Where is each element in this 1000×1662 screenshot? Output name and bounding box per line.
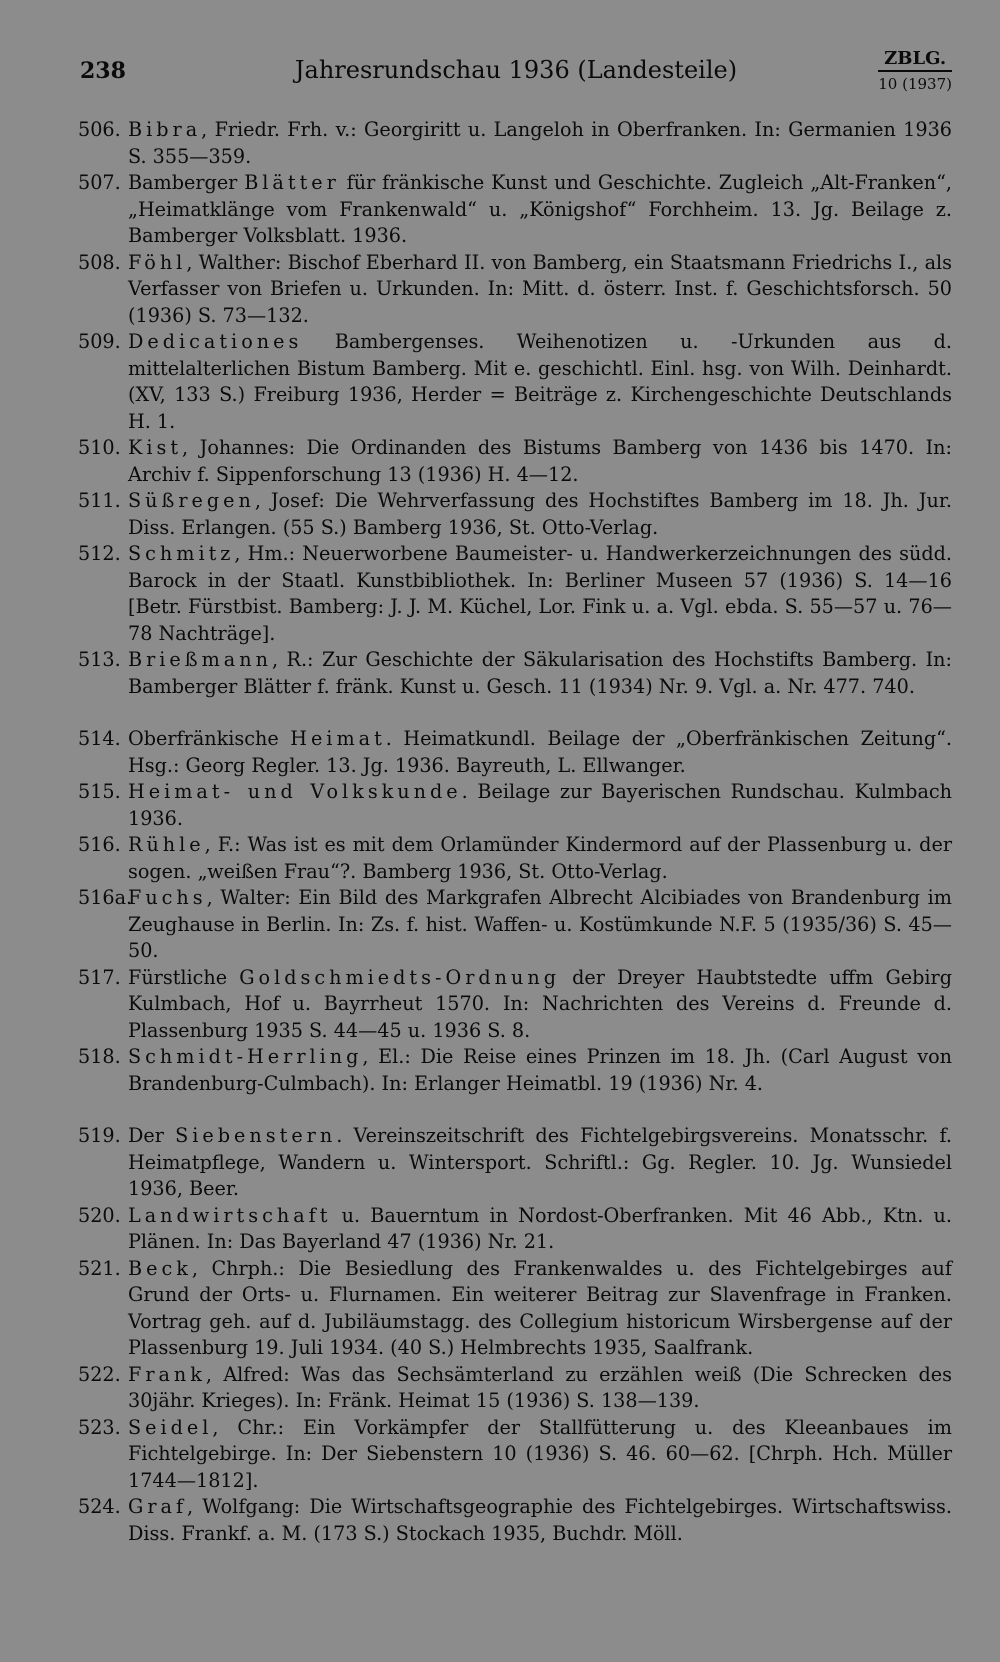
entry-keyword: Rühle [128, 833, 205, 856]
bibliography-entry [78, 965, 952, 1045]
entry-keyword: Heimat [290, 727, 386, 750]
entry-text [128, 1124, 952, 1200]
entry-keyword: Blätter [244, 171, 340, 194]
entry-citation: , Hm.: Neuerworbene Baumeister- u. Handwerkerzeichnungen des südd. Barock in der Staatl. Kunstbibliothek. In: Berliner Museen 57 (1936) S. 14—16 [Betr. Fürstbist. Bamberg: J. J. M. Küchel, Lor. Fink u. a. Vgl. ebda. S. 55—57 u. 76—78 Nachträge]. [128, 542, 952, 645]
entry-number: 524. [78, 1495, 121, 1518]
entry-text [128, 1045, 952, 1095]
bibliography-entry [78, 170, 952, 250]
bibliography-entry [78, 541, 952, 647]
entry-citation: , Wolfgang: Die Wirtschaftsgeographie des Fichtelgebirges. Wirtschaftswiss. Diss. Frankf. a. M. (173 S.) Stockach 1935, Buchdr. Möll. [128, 1495, 952, 1545]
bibliography-entry [78, 329, 952, 435]
entry-citation: . Vereinszeitschrift des Fichtelgebirgsvereins. Monatsschr. f. Heimatpflege, Wandern u. Wintersport. Schriftl.: Gg. Regler. 10. Jg. Wunsiedel 1936, Beer. [128, 1124, 952, 1200]
page-number: 238 [80, 58, 126, 84]
running-title: Jahresrundschau 1936 (Landesteile) [294, 56, 738, 84]
entry-lead: Oberfränkische [128, 727, 291, 750]
journal-abbreviation: ZBLG. [878, 50, 952, 72]
entry-text [128, 118, 952, 168]
entry-number: 515. [78, 780, 121, 803]
journal-volume: 10 (1937) [878, 75, 952, 93]
entry-number: 522. [78, 1362, 121, 1386]
bibliography-entry [78, 1362, 952, 1415]
entry-citation: , Walther: Bischof Eberhard II. von Bamberg, ein Staatsmann Friedrichs I., als Verfasser von Briefen u. Urkunden. In: Mitt. d. österr. Inst. f. Geschichtsforsch. 50 (1936) S. 73—132. [128, 250, 952, 327]
entry-citation: für fränkische Kunst und Geschichte. Zugleich „Alt-Franken“, „Heimatklänge vom Frankenwald“ u. „Königshof“ Forchheim. 13. Jg. Beilage z. Bamberger Volksblatt. 1936. [128, 171, 952, 247]
entry-keyword: Fuchs [128, 886, 207, 909]
entry-text [128, 436, 952, 486]
entry-keyword: Frank [128, 1362, 206, 1386]
entry-number: 519. [78, 1124, 121, 1147]
entry-keyword: Schmitz [128, 542, 235, 565]
bibliography-entry [78, 1044, 952, 1097]
entry-keyword: Föhl [128, 250, 187, 274]
entry-text [128, 1257, 952, 1360]
entry-citation: , Josef: Die Wehrverfassung des Hochstiftes Bamberg im 18. Jh. Jur. Diss. Erlangen. (55 S.) Bamberg 1936, St. Otto-Verlag. [128, 489, 952, 539]
entry-citation: u. Bauerntum in Nordost-Oberfranken. Mit 46 Abb., Ktn. u. Plänen. In: Das Bayerland 47 (1936) Nr. 21. [128, 1203, 952, 1253]
entry-keyword: Brießmann [128, 648, 272, 671]
entry-number: 511. [78, 489, 121, 512]
bibliography-entry [78, 488, 952, 541]
entry-keyword: Kist [128, 436, 183, 459]
entry-keyword: Seidel [128, 1415, 213, 1439]
bibliography-entry [78, 1415, 952, 1495]
entry-keyword: Schmidt-Herrling [128, 1045, 363, 1068]
bibliography-entry [78, 1494, 952, 1547]
entry-citation: , Johannes: Die Ordinanden des Bistums Bamberg von 1436 bis 1470. In: Archiv f. Sippenforschung 13 (1936) H. 4—12. [128, 436, 952, 486]
entry-number: 509. [78, 330, 121, 353]
bibliography-entry [78, 117, 952, 170]
entry-text [128, 886, 952, 962]
entry-text [128, 171, 952, 247]
entry-number: 510. [78, 436, 121, 459]
page-header [80, 50, 952, 100]
entry-text [128, 966, 952, 1042]
entry-number: 516. [78, 833, 121, 856]
entry-text [128, 780, 952, 830]
journal-reference [878, 50, 952, 93]
entry-number: 513. [78, 648, 121, 671]
entry-citation: der Dreyer Haubtstedte uffm Gebirg Kulmbach, Hof u. Bayrrheut 1570. In: Nachrichten des Vereins d. Freunde d. Plassenburg 1935 S. 44—45 u. 1936 S. 8. [128, 965, 953, 1042]
entry-text [128, 1416, 952, 1492]
bibliography-entry [78, 435, 952, 488]
entry-lead: Der [128, 1124, 176, 1147]
bibliography-entry [78, 832, 952, 885]
entry-text [128, 1204, 952, 1254]
entry-number: 512. [78, 542, 121, 565]
entry-keyword: Landwirtschaft [128, 1203, 332, 1227]
entry-number: 514. [78, 727, 121, 750]
entry-keyword: Dedicationes [128, 330, 303, 353]
entry-keyword: Bibra [128, 118, 202, 141]
entry-lead: Bamberger [128, 171, 245, 194]
entry-citation: , El.: Die Reise eines Prinzen im 18. Jh. (Carl August von Brandenburg-Culmbach). In: Erlanger Heimatbl. 19 (1936) Nr. 4. [128, 1045, 952, 1095]
bibliography-list [78, 117, 952, 1547]
entry-keyword: Beck [128, 1256, 192, 1280]
entry-number: 508. [78, 250, 121, 274]
entry-citation: . Heimatkundl. Beilage der „Oberfränkischen Zeitung“. Hsg.: Georg Regler. 13. Jg. 1936. Bayreuth, L. Ellwanger. [128, 727, 953, 777]
bibliography-entry [78, 1123, 952, 1203]
entry-citation: , Chrph.: Die Besiedlung des Frankenwaldes u. des Fichtelgebirges auf Grund der Orts- u. Flurnamen. Ein weiterer Beitrag zur Slavenfrage in Franken. Vortrag geh. auf d. Jubiläumstagg. des Collegium historicum Wirsbergense auf der Plassenburg 19. Juli 1934. (40 S.) Helmbrechts 1935, Saalfrank. [128, 1256, 952, 1359]
bibliography-entry [78, 1203, 952, 1256]
entry-number: 507. [78, 171, 121, 194]
entry-citation: , Chr.: Ein Vorkämpfer der Stallfütterung u. des Kleeanbaues im Fichtelgebirge. In: Der Siebenstern 10 (1936) S. 46. 60—62. [Chrph. Hch. Müller 1744—1812]. [128, 1415, 952, 1492]
bibliography-entry [78, 647, 952, 700]
bibliography-entry [78, 1256, 952, 1362]
entry-citation: , F.: Was ist es mit dem Orlamünder Kindermord auf der Plassenburg u. der sogen. „weißen Frau“?. Bamberg 1936, St. Otto-Verlag. [128, 833, 952, 883]
entry-text [128, 833, 952, 883]
entry-number: 517. [78, 965, 121, 989]
entry-lead: Fürstliche [128, 965, 240, 989]
entry-text [128, 251, 952, 327]
entry-text [128, 648, 952, 698]
bibliography-entry [78, 885, 952, 965]
bibliography-entry [78, 779, 952, 832]
entry-number: 520. [78, 1203, 121, 1227]
entry-citation: , Walter: Ein Bild des Markgrafen Albrecht Alcibiades von Brandenburg im Zeughause in Berlin. In: Zs. f. hist. Waffen- u. Kostümkunde N.F. 5 (1935/36) S. 45—50. [128, 886, 952, 962]
entry-number: 521. [78, 1256, 121, 1280]
entry-number: 506. [78, 118, 121, 141]
entry-citation: . Beilage zur Bayerischen Rundschau. Kulmbach 1936. [128, 780, 952, 830]
bibliography-entry [78, 250, 952, 330]
entry-citation: , R.: Zur Geschichte der Säkularisation des Hochstifts Bamberg. In: Bamberger Blätter f. fränk. Kunst u. Gesch. 11 (1934) Nr. 9. Vgl. a. Nr. 477. 740. [128, 648, 952, 698]
entry-number: 516a. [78, 886, 133, 909]
entry-citation: , Friedr. Frh. v.: Georgiritt u. Langeloh in Oberfranken. In: Germanien 1936 S. 355—359. [128, 118, 952, 168]
entry-keyword: Siebenstern [175, 1124, 337, 1147]
entry-keyword: Süßregen [128, 489, 255, 512]
entry-text [128, 727, 952, 777]
entry-text [128, 1363, 952, 1413]
entry-text [128, 489, 952, 539]
entry-keyword: Heimat- und Volkskunde [128, 780, 462, 803]
entry-text [128, 542, 952, 645]
entry-number: 518. [78, 1045, 121, 1068]
entry-number: 523. [78, 1415, 121, 1439]
entry-text [128, 1495, 952, 1545]
entry-keyword: Graf [128, 1495, 188, 1518]
entry-text [128, 330, 952, 433]
entry-citation: Bambergenses. Weihenotizen u. -Urkunden aus d. mittelalterlichen Bistum Bamberg. Mit e. geschichtl. Einl. hsg. von Wilh. Deinhardt. (XV, 133 S.) Freiburg 1936, Herder = Beiträge z. Kirchengeschichte Deutschlands H. 1. [128, 330, 952, 433]
entry-citation: , Alfred: Was das Sechsämterland zu erzählen weiß (Die Schrecken des 30jähr. Krieges). In: Fränk. Heimat 15 (1936) S. 138—139. [128, 1362, 952, 1412]
bibliography-entry [78, 726, 952, 779]
entry-keyword: Goldschmiedts-Ordnung [239, 965, 561, 989]
